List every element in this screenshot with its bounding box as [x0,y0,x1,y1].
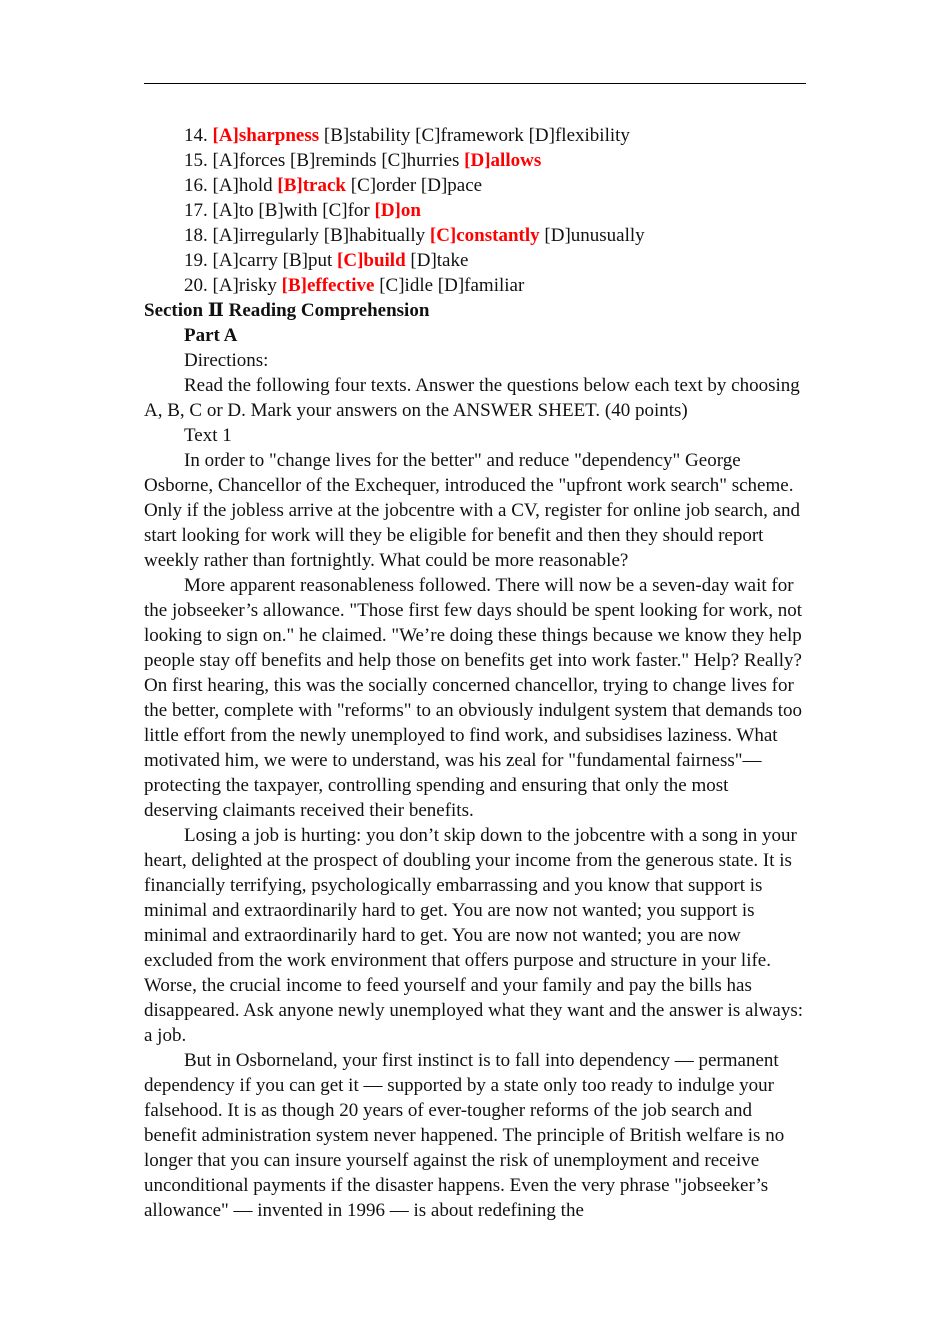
option-text: [C]order [D]pace [346,175,483,196]
option-text: [C]idle [D]familiar [374,275,525,296]
option-line [144,123,806,148]
option-text: [A]to [B]with [C]for [212,200,375,221]
paragraph-3: Losing a job is hurting: you don’t skip down to the jobcentre with a song in your heart, delighted at the prospect of doubling your income from the generous state. It is financially terrifying, psychologically embarrassing and you know that support is minimal and extraordinarily hard to get. You are now not wanted; you support is minimal and extraordinarily hard to get. You are now not wanted; you are now excluded from the work environment that offers purpose and structure in your life. Worse, the crucial income to feed yourself and your family and pay the bills has disappeared. Ask anyone newly unemployed what they want and the answer is always: a job. [144,825,804,1046]
answer-options-list [144,123,806,298]
option-text: [A]irregularly [B]habitually [212,225,430,246]
option-text: [D]take [405,250,469,271]
option-text: [D]unusually [539,225,645,246]
question-number: 17. [184,200,208,221]
option-line [144,273,806,298]
correct-answer: [A]sharpness [212,125,320,146]
question-number: 15. [184,150,208,171]
option-text: [A]forces [B]reminds [C]hurries [212,150,465,171]
section-heading: Section Ⅱ Reading Comprehension [144,300,430,321]
text-label: Text 1 [184,425,232,446]
correct-answer: [D]on [374,200,421,221]
paragraph-1: In order to "change lives for the better" and reduce "dependency" George Osborne, Chancellor of the Exchequer, introduced the "upfront work search" scheme. Only if the jobless arrive at the jobcentre with a CV, register for online job search, and start looking for work will they be eligible for benefit and then they should report weekly rather than fortnightly. What could be more reasonable? [144,450,801,571]
page-content [144,123,806,1223]
option-text: [A]risky [212,275,282,296]
option-text: [A]hold [212,175,278,196]
option-line [144,198,806,223]
correct-answer: [B]track [277,175,346,196]
question-number: 14. [184,125,208,146]
paragraph-2: More apparent reasonableness followed. There will now be a seven-day wait for the jobseeker’s allowance. "Those first few days should be spent looking for work, not looking to sign on." he claimed. "We’re doing these things because we know they help people stay off benefits and help those on benefits get into work faster." Help? Really? On first hearing, this was the socially concerned chancellor, trying to change lives for the better, complete with "reforms" to an obviously indulgent system that demands too little effort from the newly unemployed to find work, and subsidises laziness. What motivated him, we were to understand, was his zeal for "fundamental fairness"— protecting the taxpayer, controlling spending and ensuring that only the most deserving claimants received their benefits. [144,575,803,821]
option-line [144,148,806,173]
question-number: 20. [184,275,208,296]
paragraph-4: But in Osborneland, your first instinct is to fall into dependency — permanent dependency if you can get it — supported by a state only too ready to indulge your falsehood. It is as though 20 years of ever-tougher reforms of the job search and benefit administration system never happened. The principle of British welfare is no longer that you can insure yourself against the risk of unemployment and receive unconditional payments if the disaster happens. Even the very phrase "jobseeker’s allowance" — invented in 1996 — is about redefining the [144,1050,785,1221]
question-number: 19. [184,250,208,271]
directions-label: Directions: [184,350,269,371]
header-rule [144,83,806,84]
option-line [144,223,806,248]
option-text: [B]stability [C]framework [D]flexibility [319,125,630,146]
question-number: 18. [184,225,208,246]
option-line [144,248,806,273]
correct-answer: [B]effective [281,275,375,296]
option-line [144,173,806,198]
part-heading: Part A [184,325,238,346]
question-number: 16. [184,175,208,196]
correct-answer: [D]allows [464,150,542,171]
option-text: [A]carry [B]put [212,250,338,271]
directions-text: Read the following four texts. Answer the questions below each text by choosing A, B, C or D. Mark your answers on the ANSWER SHEET. (40 points) [144,375,800,421]
correct-answer: [C]build [337,250,406,271]
correct-answer: [C]constantly [429,225,540,246]
